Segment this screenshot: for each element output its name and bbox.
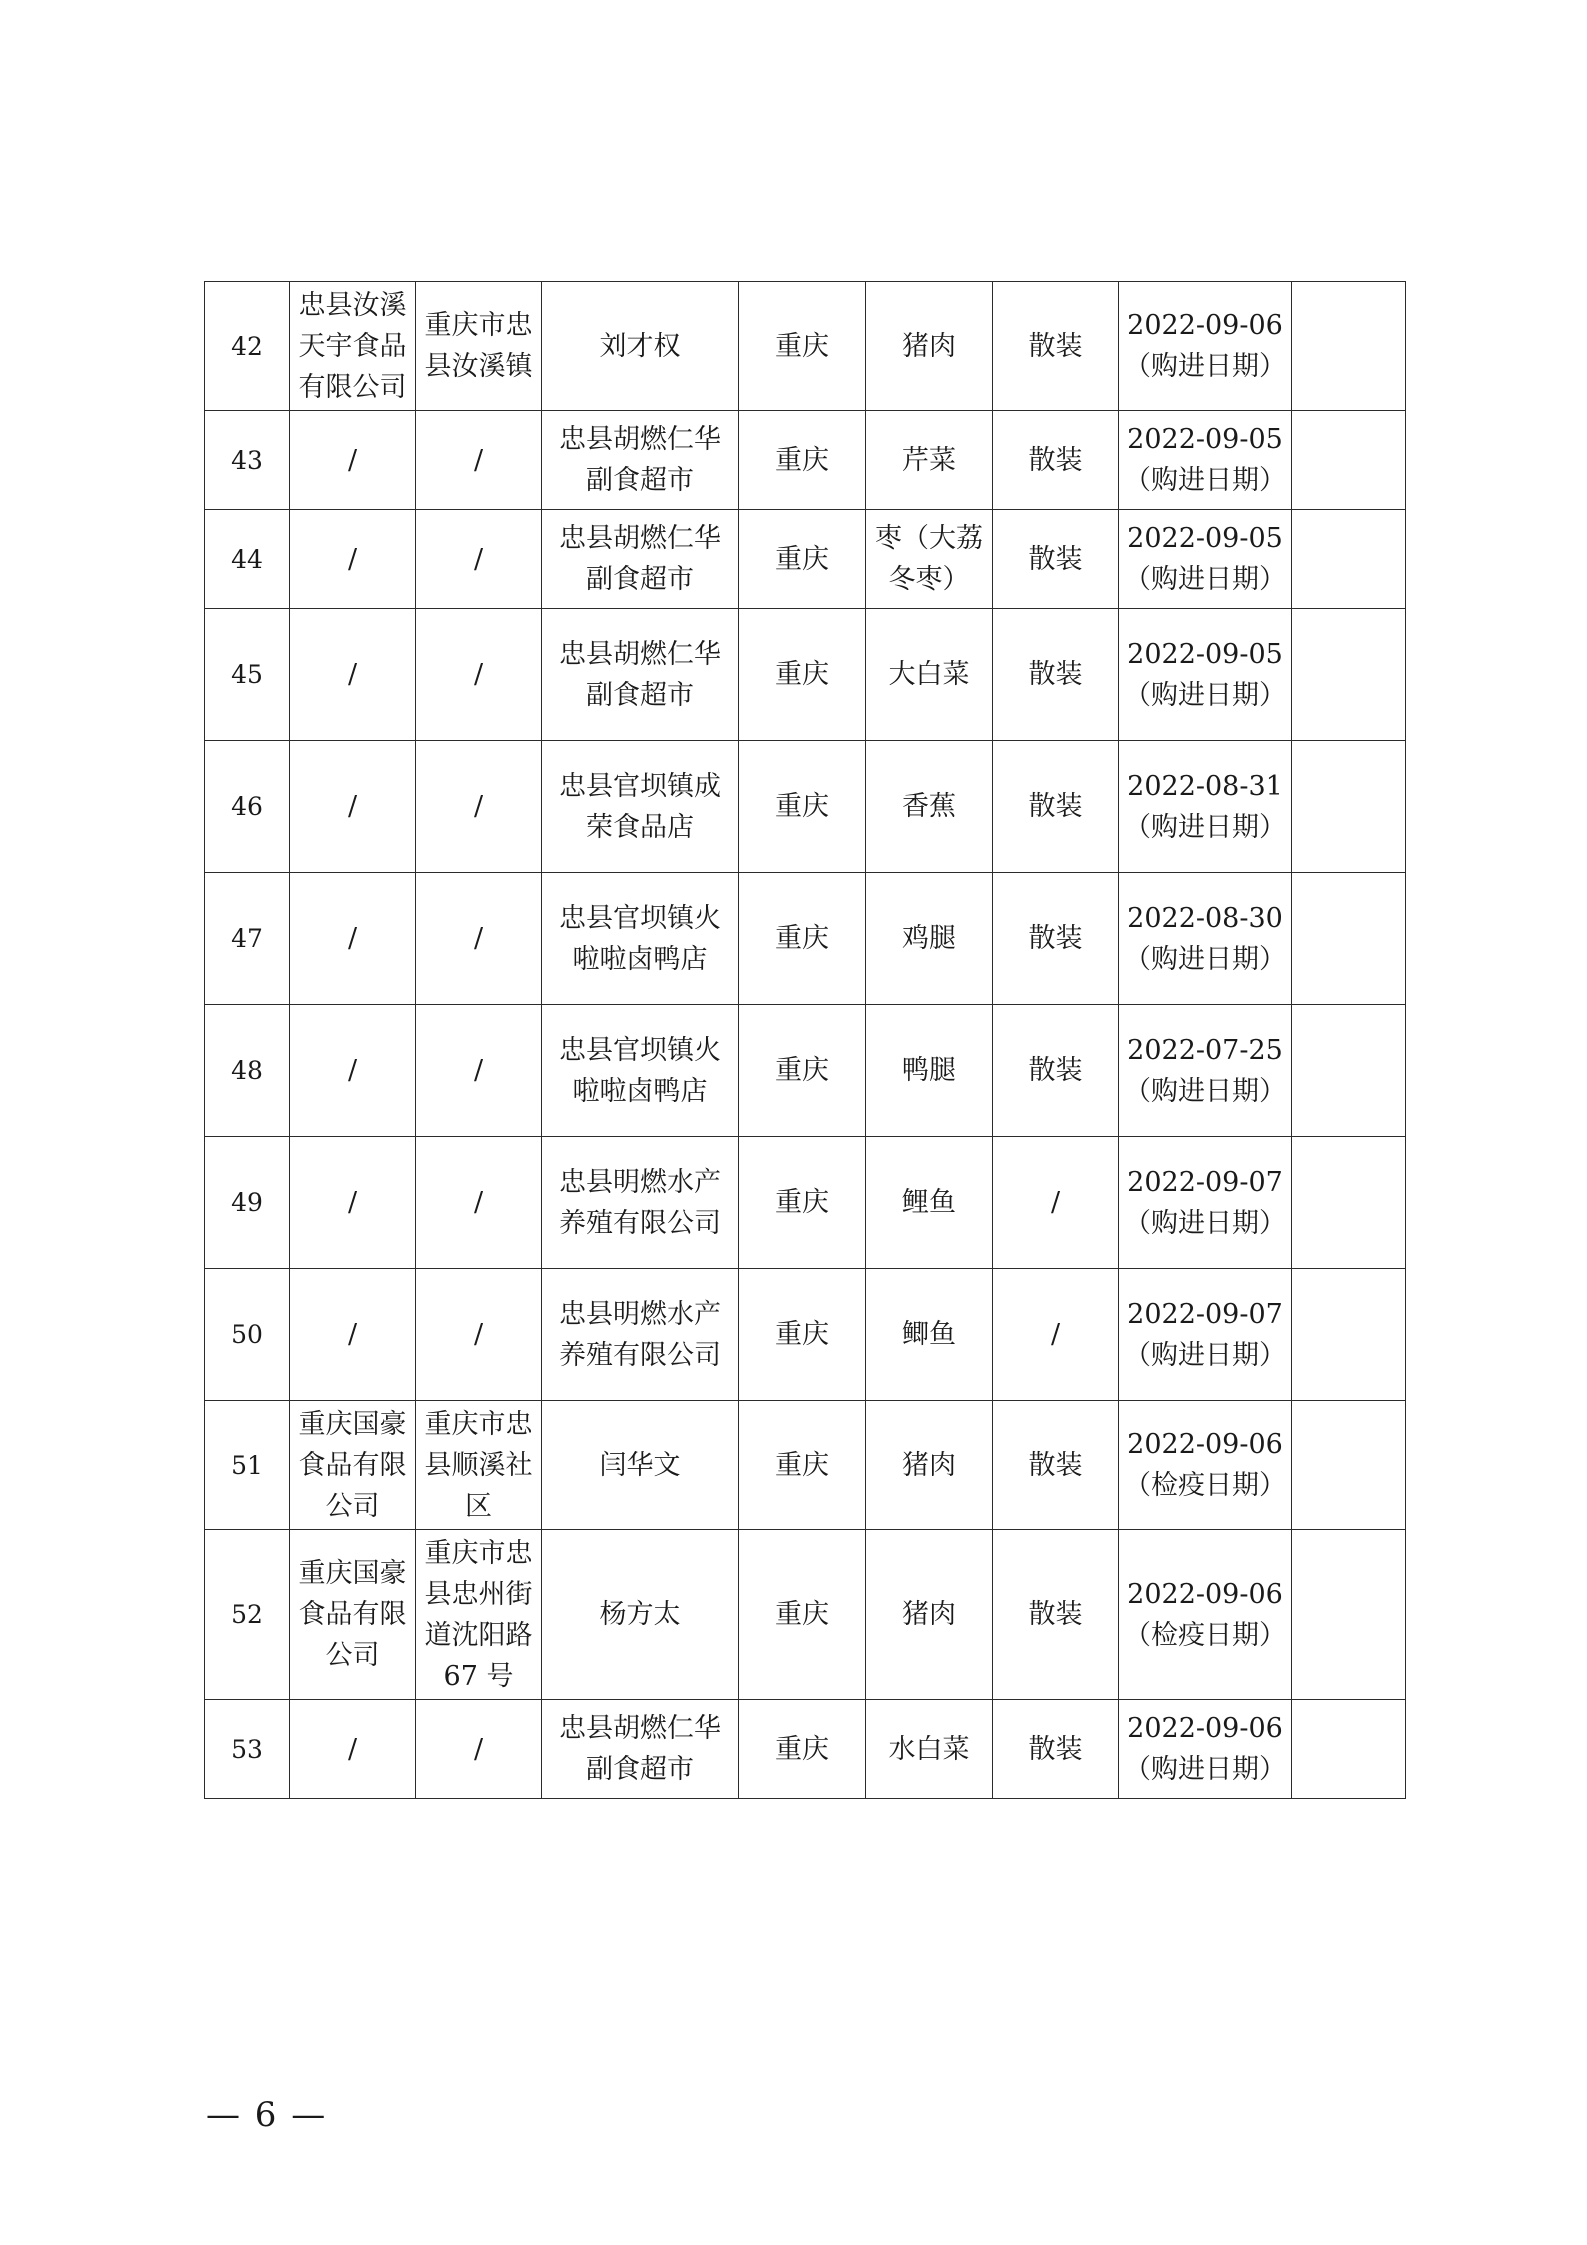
- cell-number-text: 46: [231, 792, 263, 821]
- cell-product: [866, 510, 993, 609]
- cell-producer-address-text: /: [473, 791, 484, 822]
- cell-producer-address-text: 重庆市忠 县汝溪镇: [424, 310, 533, 382]
- table-row: [205, 1401, 1406, 1530]
- cell-number-text: 45: [231, 660, 263, 689]
- cell-seller-text: 忠县胡燃仁华 副食超市: [559, 638, 721, 711]
- cell-seller: [542, 1269, 739, 1401]
- cell-number-text: 52: [231, 1600, 263, 1629]
- cell-spec-text: 散装: [1028, 659, 1083, 690]
- cell-producer-address-text: /: [473, 1319, 484, 1350]
- cell-number: [205, 510, 290, 609]
- cell-producer: [290, 282, 416, 411]
- cell-date: [1119, 1401, 1292, 1530]
- cell-date-text: 2022-09-06 （检疫日期）: [1124, 1578, 1286, 1651]
- cell-origin: [739, 510, 866, 609]
- table-row: [205, 282, 1406, 411]
- cell-date-text: 2022-09-06 （购进日期）: [1124, 1713, 1286, 1785]
- table-row: [205, 510, 1406, 609]
- cell-note: [1292, 873, 1406, 1005]
- cell-producer-address-text: /: [473, 1055, 484, 1086]
- cell-seller-text: 刘才权: [599, 330, 681, 362]
- cell-producer-address: [416, 1530, 542, 1700]
- cell-origin-text: 重庆: [775, 1733, 829, 1765]
- cell-product-text: 鸭腿: [902, 1055, 956, 1086]
- cell-product: [866, 282, 993, 411]
- cell-origin: [739, 609, 866, 741]
- cell-number: [205, 1005, 290, 1137]
- cell-note: [1292, 609, 1406, 741]
- cell-producer-address: [416, 282, 542, 411]
- cell-spec-text: /: [1050, 1187, 1061, 1218]
- cell-seller-text: 忠县胡燃仁华 副食超市: [559, 1713, 721, 1785]
- table-row: [205, 1269, 1406, 1401]
- cell-note: [1292, 741, 1406, 873]
- cell-origin-text: 重庆: [775, 1599, 829, 1630]
- cell-number: [205, 873, 290, 1005]
- cell-number: [205, 1700, 290, 1799]
- cell-seller: [542, 1530, 739, 1700]
- cell-date: [1119, 1005, 1292, 1137]
- cell-date: [1119, 741, 1292, 873]
- cell-note: [1292, 1269, 1406, 1401]
- cell-origin: [739, 1401, 866, 1530]
- cell-producer-text: /: [347, 923, 358, 954]
- cell-origin-text: 重庆: [775, 1187, 829, 1218]
- cell-producer-address-text: 重庆市忠 县顺溪社 区: [424, 1408, 533, 1522]
- cell-product: [866, 1530, 993, 1700]
- cell-seller: [542, 411, 739, 510]
- table-row: [205, 411, 1406, 510]
- cell-spec: [993, 873, 1119, 1005]
- cell-product: [866, 411, 993, 510]
- cell-producer-text: /: [347, 444, 358, 476]
- cell-producer: [290, 1137, 416, 1269]
- cell-product: [866, 609, 993, 741]
- cell-origin: [739, 873, 866, 1005]
- cell-product-text: 鲫鱼: [902, 1319, 956, 1350]
- cell-spec-text: 散装: [1028, 1449, 1083, 1481]
- cell-seller: [542, 741, 739, 873]
- cell-producer: [290, 1005, 416, 1137]
- cell-seller: [542, 873, 739, 1005]
- cell-date-text: 2022-09-05 （购进日期）: [1124, 638, 1286, 711]
- cell-note: [1292, 411, 1406, 510]
- cell-product-text: 水白菜: [888, 1733, 970, 1765]
- cell-seller-text: 忠县胡燃仁华 副食超市: [559, 523, 721, 595]
- cell-spec-text: 散装: [1028, 791, 1083, 822]
- cell-product-text: 芹菜: [902, 444, 956, 476]
- cell-product-text: 鸡腿: [902, 923, 956, 954]
- cell-product-text: 猪肉: [902, 330, 956, 362]
- cell-date: [1119, 510, 1292, 609]
- cell-seller-text: 忠县胡燃仁华 副食超市: [559, 424, 721, 496]
- inspection-results-table-container: [204, 281, 1406, 1799]
- cell-date: [1119, 1137, 1292, 1269]
- cell-product: [866, 1137, 993, 1269]
- cell-note: [1292, 1700, 1406, 1799]
- cell-producer: [290, 1401, 416, 1530]
- cell-seller-text: 忠县官坝镇成 荣食品店: [559, 770, 721, 843]
- cell-note: [1292, 1401, 1406, 1530]
- cell-origin: [739, 1005, 866, 1137]
- cell-seller: [542, 282, 739, 411]
- cell-producer: [290, 510, 416, 609]
- cell-producer-text: /: [347, 791, 358, 822]
- cell-spec-text: 散装: [1028, 1055, 1083, 1086]
- cell-producer-address-text: 重庆市忠 县忠州街 道沈阳路 67 号: [424, 1537, 533, 1692]
- cell-spec-text: 散装: [1028, 1599, 1083, 1630]
- table-row: [205, 1530, 1406, 1700]
- cell-producer-address-text: /: [473, 659, 484, 690]
- cell-note: [1292, 282, 1406, 411]
- cell-note: [1292, 1137, 1406, 1269]
- cell-seller: [542, 1005, 739, 1137]
- cell-seller: [542, 609, 739, 741]
- cell-producer: [290, 411, 416, 510]
- cell-spec-text: 散装: [1028, 543, 1083, 575]
- cell-origin: [739, 1700, 866, 1799]
- cell-number-text: 44: [231, 544, 263, 574]
- table-row: [205, 1700, 1406, 1799]
- cell-origin-text: 重庆: [775, 659, 829, 690]
- cell-producer-text: /: [347, 1733, 358, 1765]
- table-row: [205, 609, 1406, 741]
- cell-number-text: 42: [231, 331, 263, 361]
- cell-producer-address-text: /: [473, 444, 484, 476]
- cell-product: [866, 1005, 993, 1137]
- cell-producer-address: [416, 1700, 542, 1799]
- cell-producer-address: [416, 1269, 542, 1401]
- cell-spec-text: 散装: [1028, 330, 1083, 362]
- cell-date: [1119, 1530, 1292, 1700]
- cell-origin: [739, 411, 866, 510]
- cell-spec: [993, 1269, 1119, 1401]
- cell-date-text: 2022-09-05 （购进日期）: [1124, 523, 1286, 595]
- cell-producer: [290, 1530, 416, 1700]
- cell-product-text: 枣（大荔 冬枣）: [875, 523, 983, 595]
- cell-number: [205, 411, 290, 510]
- cell-seller-text: 忠县官坝镇火 啦啦卤鸭店: [559, 1034, 721, 1107]
- cell-spec: [993, 1005, 1119, 1137]
- cell-spec: [993, 741, 1119, 873]
- cell-producer-address: [416, 1137, 542, 1269]
- cell-number-text: 51: [231, 1450, 263, 1480]
- cell-number-text: 53: [231, 1734, 263, 1764]
- cell-number-text: 49: [231, 1188, 263, 1217]
- cell-seller-text: 忠县明燃水产 养殖有限公司: [559, 1166, 721, 1239]
- cell-producer-address-text: /: [473, 1187, 484, 1218]
- cell-date: [1119, 1269, 1292, 1401]
- cell-product-text: 香蕉: [902, 791, 956, 822]
- cell-producer-text: 重庆国豪 食品有限 公司: [298, 1558, 407, 1671]
- cell-origin: [739, 1137, 866, 1269]
- cell-producer-text: 忠县汝溪 天宇食品 有限公司: [298, 289, 407, 403]
- cell-spec: [993, 411, 1119, 510]
- cell-spec: [993, 1401, 1119, 1530]
- cell-seller-text: 忠县官坝镇火 啦啦卤鸭店: [559, 902, 721, 975]
- inspection-results-table: [204, 281, 1406, 1799]
- cell-origin: [739, 1530, 866, 1700]
- cell-product: [866, 741, 993, 873]
- cell-origin-text: 重庆: [775, 791, 829, 822]
- cell-producer-text: /: [347, 1187, 358, 1218]
- cell-seller-text: 杨方太: [599, 1599, 681, 1630]
- cell-product-text: 鲤鱼: [902, 1187, 956, 1218]
- cell-date: [1119, 282, 1292, 411]
- cell-date-text: 2022-09-06 （检疫日期）: [1124, 1429, 1286, 1501]
- page-number: — 6 —: [206, 2095, 328, 2135]
- table-row: [205, 1137, 1406, 1269]
- cell-origin-text: 重庆: [775, 330, 829, 362]
- cell-producer-text: /: [347, 1319, 358, 1350]
- cell-spec: [993, 1530, 1119, 1700]
- cell-product-text: 大白菜: [888, 659, 970, 690]
- cell-spec-text: 散装: [1028, 923, 1083, 954]
- cell-producer-text: /: [347, 1055, 358, 1086]
- cell-seller-text: 闫华文: [599, 1449, 681, 1481]
- cell-date-text: 2022-09-07 （购进日期）: [1124, 1298, 1286, 1371]
- cell-date-text: 2022-07-25 （购进日期）: [1124, 1034, 1286, 1107]
- cell-seller: [542, 1401, 739, 1530]
- cell-note: [1292, 510, 1406, 609]
- cell-producer-text: /: [347, 659, 358, 690]
- cell-producer-address: [416, 510, 542, 609]
- cell-seller: [542, 1700, 739, 1799]
- cell-producer-address-text: /: [473, 543, 484, 575]
- cell-date: [1119, 1700, 1292, 1799]
- cell-origin-text: 重庆: [775, 543, 829, 575]
- cell-spec: [993, 609, 1119, 741]
- cell-number: [205, 1269, 290, 1401]
- cell-producer-address: [416, 741, 542, 873]
- cell-product: [866, 1700, 993, 1799]
- cell-origin: [739, 282, 866, 411]
- cell-number: [205, 1530, 290, 1700]
- cell-product: [866, 1401, 993, 1530]
- cell-origin: [739, 1269, 866, 1401]
- cell-origin-text: 重庆: [775, 1449, 829, 1481]
- cell-date: [1119, 609, 1292, 741]
- cell-number-text: 43: [231, 445, 263, 475]
- cell-spec-text: 散装: [1028, 444, 1083, 476]
- cell-product: [866, 873, 993, 1005]
- cell-spec: [993, 1700, 1119, 1799]
- cell-producer-address-text: /: [473, 1733, 484, 1765]
- cell-number-text: 50: [231, 1320, 263, 1349]
- cell-number: [205, 609, 290, 741]
- cell-number: [205, 282, 290, 411]
- cell-producer: [290, 609, 416, 741]
- cell-date-text: 2022-08-30 （购进日期）: [1124, 902, 1286, 975]
- cell-producer-address-text: /: [473, 923, 484, 954]
- cell-origin-text: 重庆: [775, 1319, 829, 1350]
- cell-date: [1119, 411, 1292, 510]
- cell-producer-text: 重庆国豪 食品有限 公司: [298, 1408, 407, 1522]
- cell-producer-address: [416, 1401, 542, 1530]
- cell-number: [205, 1401, 290, 1530]
- cell-seller-text: 忠县明燃水产 养殖有限公司: [559, 1298, 721, 1371]
- cell-number-text: 47: [231, 924, 263, 953]
- cell-date-text: 2022-09-05 （购进日期）: [1124, 424, 1286, 496]
- cell-spec-text: /: [1050, 1319, 1061, 1350]
- cell-product-text: 猪肉: [902, 1449, 956, 1481]
- cell-producer-address: [416, 873, 542, 1005]
- table-row: [205, 741, 1406, 873]
- cell-spec: [993, 1137, 1119, 1269]
- table-row: [205, 873, 1406, 1005]
- cell-origin-text: 重庆: [775, 1055, 829, 1086]
- cell-date: [1119, 873, 1292, 1005]
- table-row: [205, 1005, 1406, 1137]
- cell-date-text: 2022-08-31 （购进日期）: [1124, 770, 1286, 843]
- cell-number: [205, 1137, 290, 1269]
- cell-date-text: 2022-09-07 （购进日期）: [1124, 1166, 1286, 1239]
- cell-origin: [739, 741, 866, 873]
- cell-date-text: 2022-09-06 （购进日期）: [1124, 310, 1286, 382]
- cell-number-text: 48: [231, 1056, 263, 1085]
- cell-producer-address: [416, 1005, 542, 1137]
- cell-producer: [290, 1269, 416, 1401]
- cell-producer-address: [416, 411, 542, 510]
- cell-product-text: 猪肉: [902, 1599, 956, 1630]
- cell-note: [1292, 1530, 1406, 1700]
- cell-origin-text: 重庆: [775, 923, 829, 954]
- cell-producer-text: /: [347, 543, 358, 575]
- cell-origin-text: 重庆: [775, 444, 829, 476]
- cell-number: [205, 741, 290, 873]
- cell-producer: [290, 741, 416, 873]
- cell-seller: [542, 510, 739, 609]
- cell-producer: [290, 1700, 416, 1799]
- cell-spec-text: 散装: [1028, 1733, 1083, 1765]
- cell-producer: [290, 873, 416, 1005]
- cell-product: [866, 1269, 993, 1401]
- cell-spec: [993, 510, 1119, 609]
- cell-producer-address: [416, 609, 542, 741]
- cell-spec: [993, 282, 1119, 411]
- cell-seller: [542, 1137, 739, 1269]
- table-body: [205, 282, 1406, 1799]
- cell-note: [1292, 1005, 1406, 1137]
